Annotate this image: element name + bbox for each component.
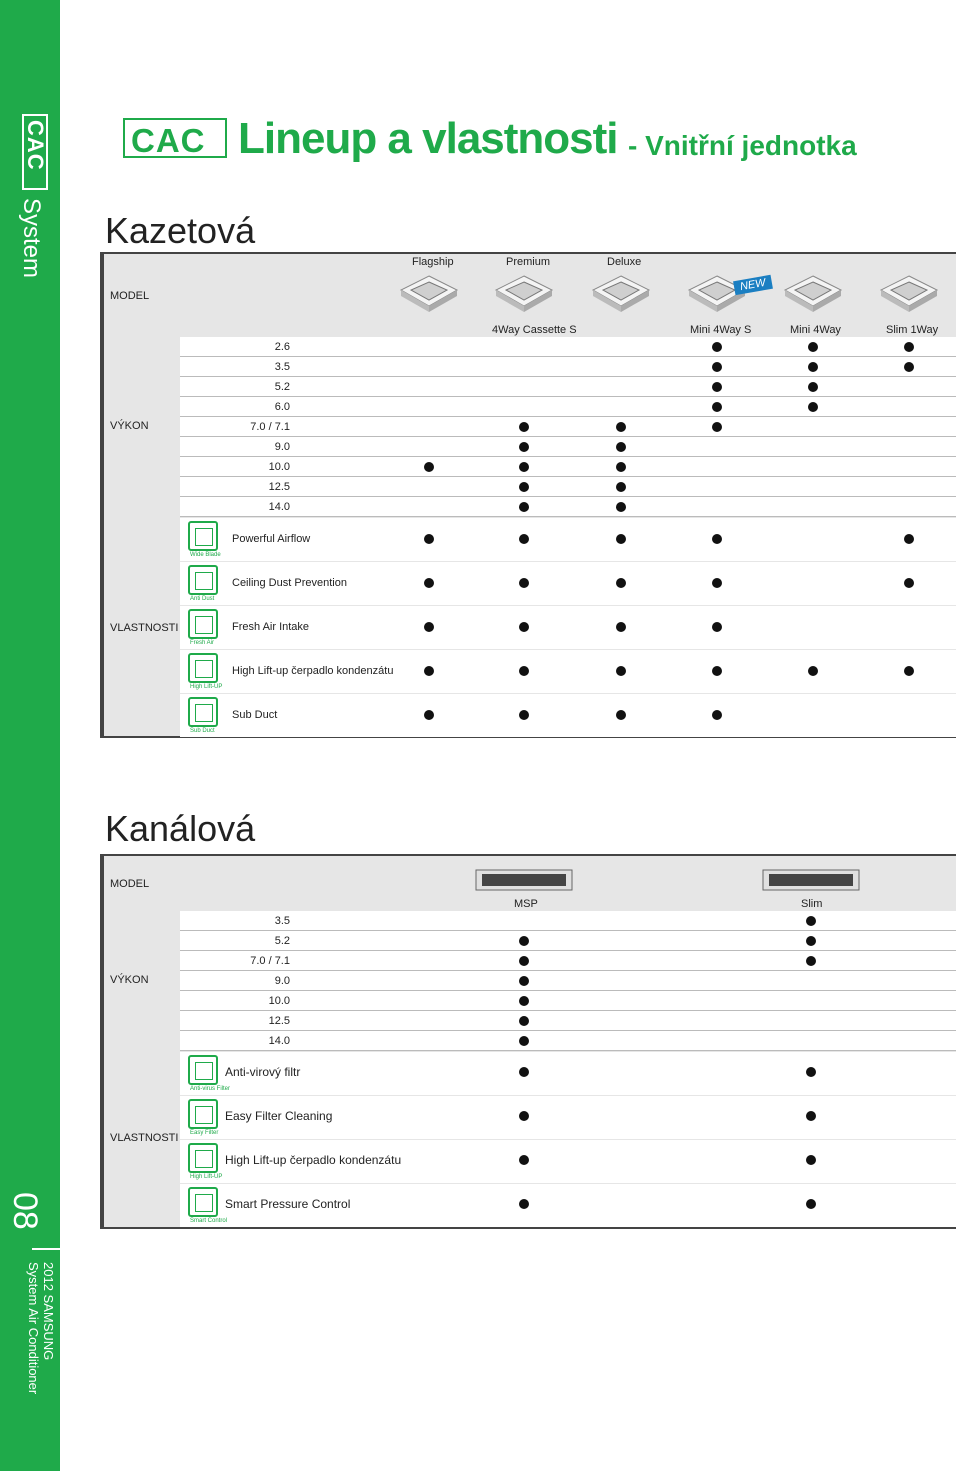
availability-dot — [904, 342, 914, 352]
row-divider — [180, 436, 956, 437]
row-divider — [180, 1050, 956, 1051]
row-divider — [180, 950, 956, 951]
vykon-label: VÝKON — [110, 974, 149, 986]
feature-dot — [806, 1067, 816, 1077]
availability-dot — [712, 422, 722, 432]
sidebar-brand-text: CAC — [23, 120, 48, 171]
row-divider — [180, 476, 956, 477]
feature-dot — [616, 622, 626, 632]
features-label: VLASTNOSTI — [110, 1132, 179, 1144]
availability-dot — [712, 402, 722, 412]
footer-line-1: 2012 SAMSUNG — [41, 1262, 56, 1361]
high-lift-up-icon — [188, 653, 218, 683]
feature-dot — [712, 666, 722, 676]
row-divider — [180, 456, 956, 457]
feature-icon-caption: High Lift-UP — [190, 1174, 223, 1180]
row-divider — [180, 376, 956, 377]
availability-dot — [519, 1036, 529, 1046]
availability-dot — [808, 382, 818, 392]
availability-dot — [712, 382, 722, 392]
footer-text — [26, 1262, 56, 1394]
availability-dot — [806, 956, 816, 966]
feature-dot — [424, 666, 434, 676]
availability-dot — [616, 502, 626, 512]
availability-dot — [712, 342, 722, 352]
capacity-value: 7.0 / 7.1 — [250, 955, 290, 967]
page-number-divider — [32, 1248, 60, 1250]
feature-dot — [616, 534, 626, 544]
series-label: Slim 1Way — [886, 324, 939, 336]
availability-dot — [712, 362, 722, 372]
capacity-value: 2.6 — [274, 341, 290, 353]
capacity-value: 9.0 — [274, 975, 290, 987]
feature-dot — [712, 534, 722, 544]
row-divider — [180, 970, 956, 971]
availability-dot — [519, 976, 529, 986]
availability-dot — [519, 482, 529, 492]
model-label: MODEL — [110, 290, 150, 302]
feature-dot — [519, 666, 529, 676]
tier-label: Deluxe — [607, 256, 642, 268]
unit-image — [879, 272, 937, 312]
row-divider — [180, 396, 956, 397]
feature-dot — [616, 666, 626, 676]
page-subtitle: - Vnitřní jednotka — [628, 130, 857, 161]
feature-dot — [519, 1155, 529, 1165]
feature-icon-caption: Wide Blade — [190, 552, 221, 558]
capacity-value: 10.0 — [268, 995, 290, 1007]
row-divider — [180, 496, 956, 497]
feature-icon-caption: High Lift-UP — [190, 684, 223, 690]
unit-image — [474, 862, 574, 902]
row-divider — [180, 1030, 956, 1031]
feature-icon-caption: Smart Control — [190, 1218, 228, 1224]
feature-dot — [519, 622, 529, 632]
availability-dot — [904, 362, 914, 372]
feature-dot — [712, 578, 722, 588]
feature-dot — [519, 1111, 529, 1121]
cassette-section-title: Kazetová — [105, 210, 256, 251]
feature-name: Ceiling Dust Prevention — [232, 577, 347, 589]
fresh-air-icon — [188, 609, 218, 639]
unit-image — [591, 272, 649, 312]
availability-dot — [808, 402, 818, 412]
smart-control-icon — [188, 1187, 218, 1217]
row-divider — [180, 416, 956, 417]
feature-dot — [616, 578, 626, 588]
features-label: VLASTNOSTI — [110, 622, 179, 634]
feature-icon-caption: Easy Filter — [190, 1130, 219, 1136]
duct-section-title: Kanálová — [105, 808, 256, 849]
capacity-area — [180, 337, 956, 517]
header-logo-text: CAC — [131, 122, 206, 159]
series-label: MSP — [514, 898, 538, 910]
feature-dot — [519, 1067, 529, 1077]
feature-dot — [519, 534, 529, 544]
row-divider — [180, 930, 956, 931]
availability-dot — [616, 442, 626, 452]
capacity-value: 12.5 — [268, 481, 290, 493]
row-divider — [180, 1010, 956, 1011]
sub-duct-icon — [188, 697, 218, 727]
series-label: Slim — [801, 898, 823, 910]
availability-dot — [616, 422, 626, 432]
availability-dot — [808, 342, 818, 352]
capacity-value: 14.0 — [268, 501, 290, 513]
feature-dot — [808, 666, 818, 676]
feature-name: Easy Filter Cleaning — [225, 1109, 333, 1123]
anti-virus-filter-icon — [188, 1055, 218, 1085]
capacity-value: 5.2 — [274, 935, 290, 947]
header-logo — [123, 118, 227, 158]
feature-name: Sub Duct — [232, 709, 278, 721]
sidebar-brand-logo — [22, 114, 48, 190]
unit-image — [761, 862, 861, 902]
series-label: Mini 4Way S — [690, 324, 752, 336]
feature-icon-caption: Sub Duct — [190, 728, 215, 734]
capacity-value: 3.5 — [274, 915, 290, 927]
feature-dot — [424, 710, 434, 720]
feature-dot — [904, 534, 914, 544]
feature-icon-caption: Anti-virus Filter — [190, 1086, 231, 1092]
unit-image — [399, 272, 457, 312]
unit-image — [494, 272, 552, 312]
feature-dot — [904, 578, 914, 588]
availability-dot — [806, 936, 816, 946]
availability-dot — [519, 442, 529, 452]
model-label: MODEL — [110, 878, 150, 890]
feature-name: Smart Pressure Control — [225, 1197, 351, 1211]
feature-icon-caption: Fresh Air — [190, 640, 215, 646]
feature-dot — [616, 710, 626, 720]
easy-filter-icon — [188, 1099, 218, 1129]
sidebar-system-label: System — [18, 198, 45, 279]
feature-dot — [519, 578, 529, 588]
availability-dot — [616, 482, 626, 492]
page-number: 08 — [6, 1192, 44, 1230]
feature-dot — [424, 578, 434, 588]
availability-dot — [519, 502, 529, 512]
feature-dot — [424, 622, 434, 632]
feature-dot — [712, 622, 722, 632]
availability-dot — [806, 916, 816, 926]
availability-dot — [519, 1016, 529, 1026]
feature-icon-caption: Anti Dust — [190, 596, 215, 602]
feature-dot — [712, 710, 722, 720]
capacity-value: 12.5 — [268, 1015, 290, 1027]
feature-dot — [806, 1155, 816, 1165]
tier-label: Flagship — [412, 256, 454, 268]
anti-dust-icon — [188, 565, 218, 595]
new-badge: NEW — [733, 275, 773, 295]
footer-line-2: System Air Conditioner — [26, 1262, 41, 1395]
availability-dot — [424, 462, 434, 472]
capacity-value: 5.2 — [274, 381, 290, 393]
availability-dot — [519, 936, 529, 946]
feature-dot — [424, 534, 434, 544]
availability-dot — [808, 362, 818, 372]
feature-dot — [904, 666, 914, 676]
cassette-table — [100, 252, 956, 738]
availability-dot — [519, 422, 529, 432]
capacity-value: 14.0 — [268, 1035, 290, 1047]
feature-dot — [806, 1111, 816, 1121]
wide-blade-icon — [188, 521, 218, 551]
feature-name: High Lift-up čerpadlo kondenzátu — [225, 1153, 402, 1167]
capacity-value: 9.0 — [274, 441, 290, 453]
feature-row — [180, 694, 956, 737]
availability-dot — [519, 996, 529, 1006]
high-lift-up-icon — [188, 1143, 218, 1173]
page-title: Lineup a vlastnosti — [238, 114, 618, 163]
availability-dot — [519, 462, 529, 472]
feature-name: Fresh Air Intake — [232, 621, 310, 633]
feature-dot — [806, 1199, 816, 1209]
tier-label: Premium — [506, 256, 551, 268]
feature-name: High Lift-up čerpadlo kondenzátu — [232, 665, 394, 677]
vykon-label: VÝKON — [110, 420, 149, 432]
availability-dot — [519, 956, 529, 966]
row-divider — [180, 990, 956, 991]
capacity-value: 10.0 — [268, 461, 290, 473]
feature-name: Anti-virový filtr — [225, 1065, 301, 1079]
feature-dot — [519, 1199, 529, 1209]
availability-dot — [616, 462, 626, 472]
capacity-value: 7.0 / 7.1 — [250, 421, 290, 433]
series-label: 4Way Cassette S — [492, 324, 577, 336]
row-divider — [180, 356, 956, 357]
feature-dot — [519, 710, 529, 720]
duct-table — [100, 854, 956, 1229]
capacity-value: 3.5 — [274, 361, 290, 373]
series-label: Mini 4Way — [790, 324, 841, 336]
row-divider — [180, 516, 956, 517]
capacity-value: 6.0 — [274, 401, 290, 413]
feature-name: Powerful Airflow — [232, 533, 311, 545]
unit-image — [783, 272, 841, 312]
